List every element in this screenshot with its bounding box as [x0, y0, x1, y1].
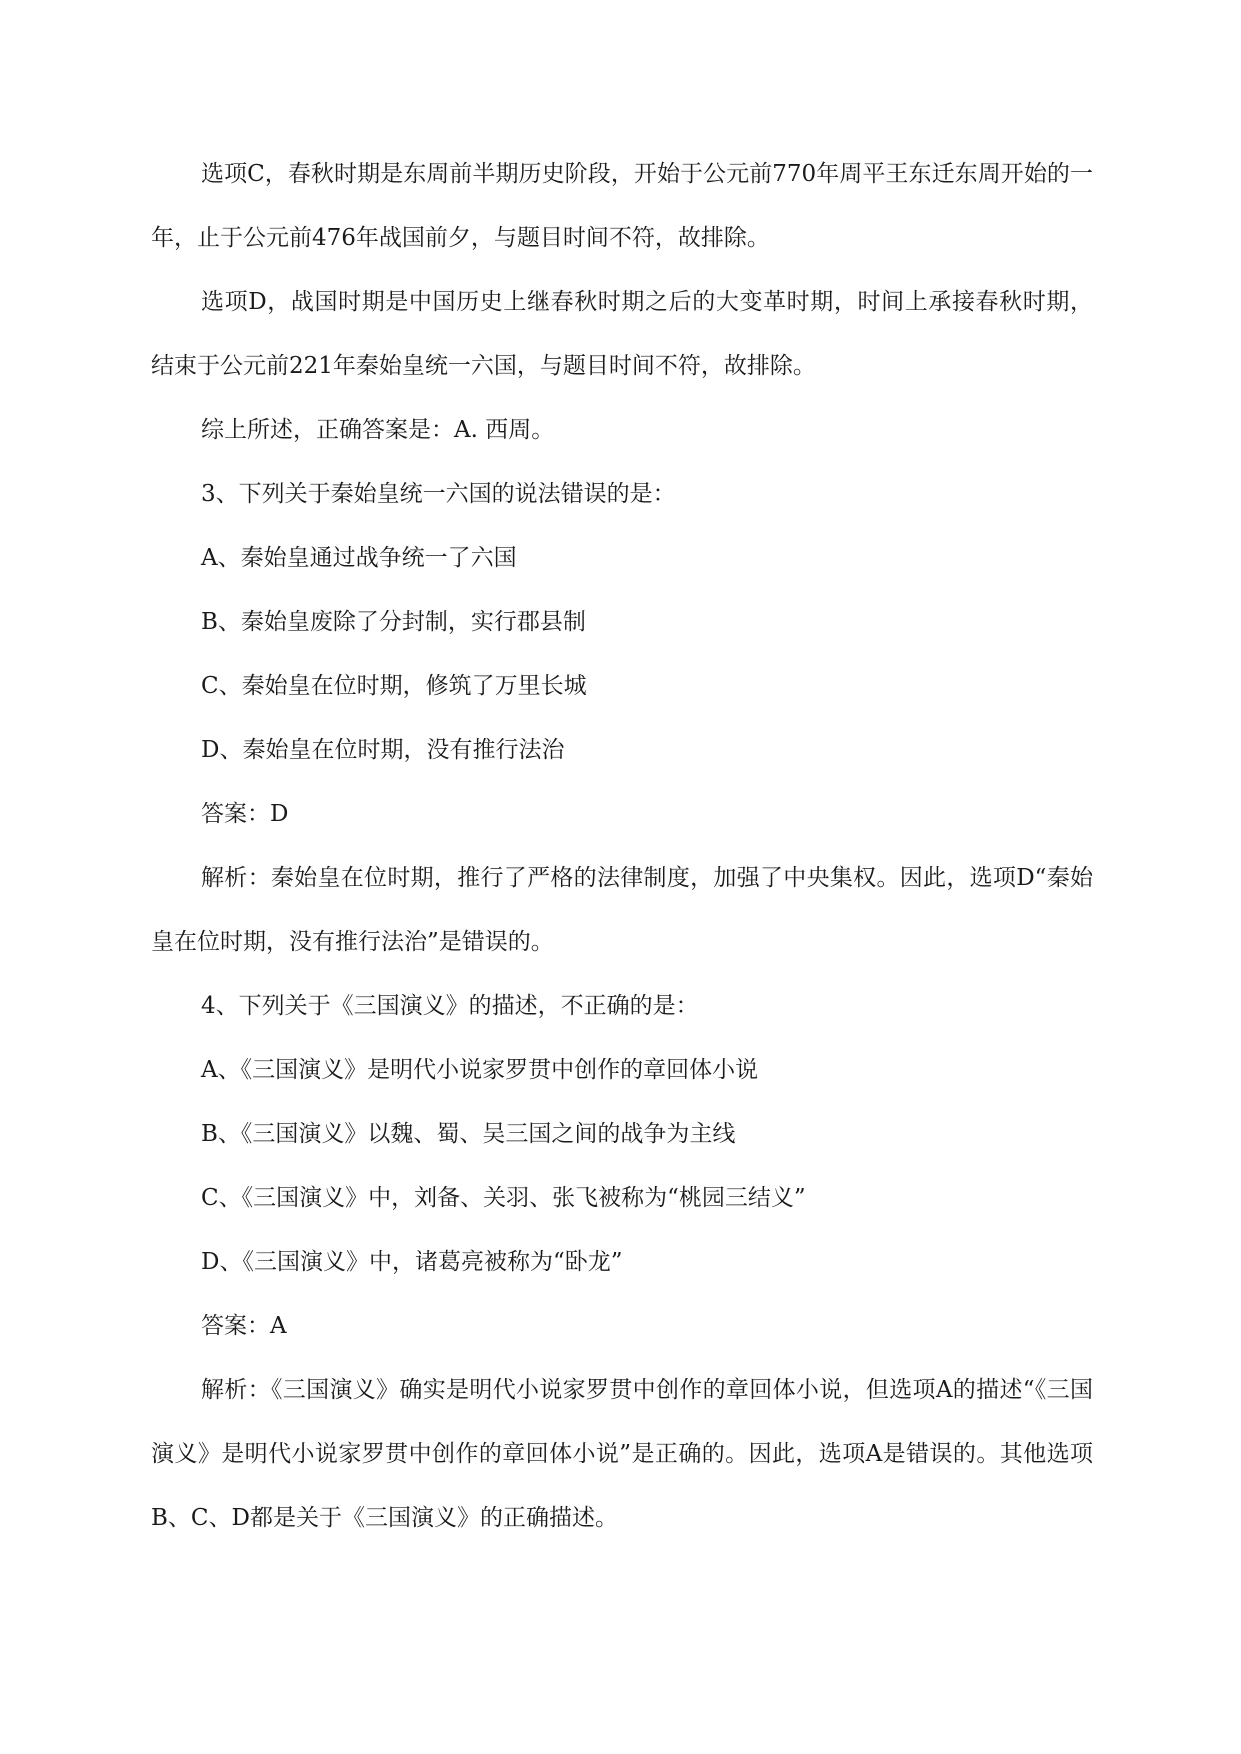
question-3-option-d: D、秦始皇在位时期，没有推行法治 [201, 737, 565, 763]
question-3-option-c: C、秦始皇在位时期，修筑了万里长城 [201, 673, 587, 699]
paragraph-summary: 综上所述，正确答案是：A. 西周。 [201, 417, 555, 443]
question-4-option-a: A、《三国演义》是明代小说家罗贯中创作的章回体小说 [201, 1057, 759, 1083]
question-4: 4、下列关于《三国演义》的描述，不正确的是： [201, 993, 699, 1019]
question-3: 3、下列关于秦始皇统一六国的说法错误的是： [201, 481, 676, 507]
question-4-option-d: D、《三国演义》中，诸葛亮被称为“卧龙” [201, 1249, 623, 1275]
question-4-analysis: 解析：《三国演义》确实是明代小说家罗贯中创作的章回体小说，但选项A的描述“《三国演义》是明代小说家罗贯中创作的章回体小说”是正确的。因此，选项A是错误的。其他选项B、C、D都是关于《三国演义》的正确描述。 [151, 1377, 1093, 1531]
paragraph-option-d-explanation: 选项D，战国时期是中国历史上继春秋时期之后的大变革时期，时间上承接春秋时期，结束于公元前221年秦始皇统一六国，与题目时间不符，故排除。 [151, 289, 1093, 379]
question-4-option-c: C、《三国演义》中，刘备、关羽、张飞被称为“桃园三结义” [201, 1185, 806, 1211]
question-3-answer: 答案：D [201, 801, 289, 827]
question-3-option-a: A、秦始皇通过战争统一了六国 [201, 545, 517, 571]
question-3-analysis: 解析：秦始皇在位时期，推行了严格的法律制度，加强了中央集权。因此，选项D“秦始皇在位时期，没有推行法治”是错误的。 [151, 865, 1093, 955]
question-4-option-b: B、《三国演义》以魏、蜀、吴三国之间的战争为主线 [201, 1121, 736, 1147]
paragraph-option-c-explanation: 选项C，春秋时期是东周前半期历史阶段，开始于公元前770年周平王东迁东周开始的一年，止于公元前476年战国前夕，与题目时间不符，故排除。 [151, 161, 1093, 251]
question-4-answer: 答案：A [201, 1313, 287, 1339]
document-body [151, 142, 1093, 1550]
question-3-option-b: B、秦始皇废除了分封制，实行郡县制 [201, 609, 586, 635]
